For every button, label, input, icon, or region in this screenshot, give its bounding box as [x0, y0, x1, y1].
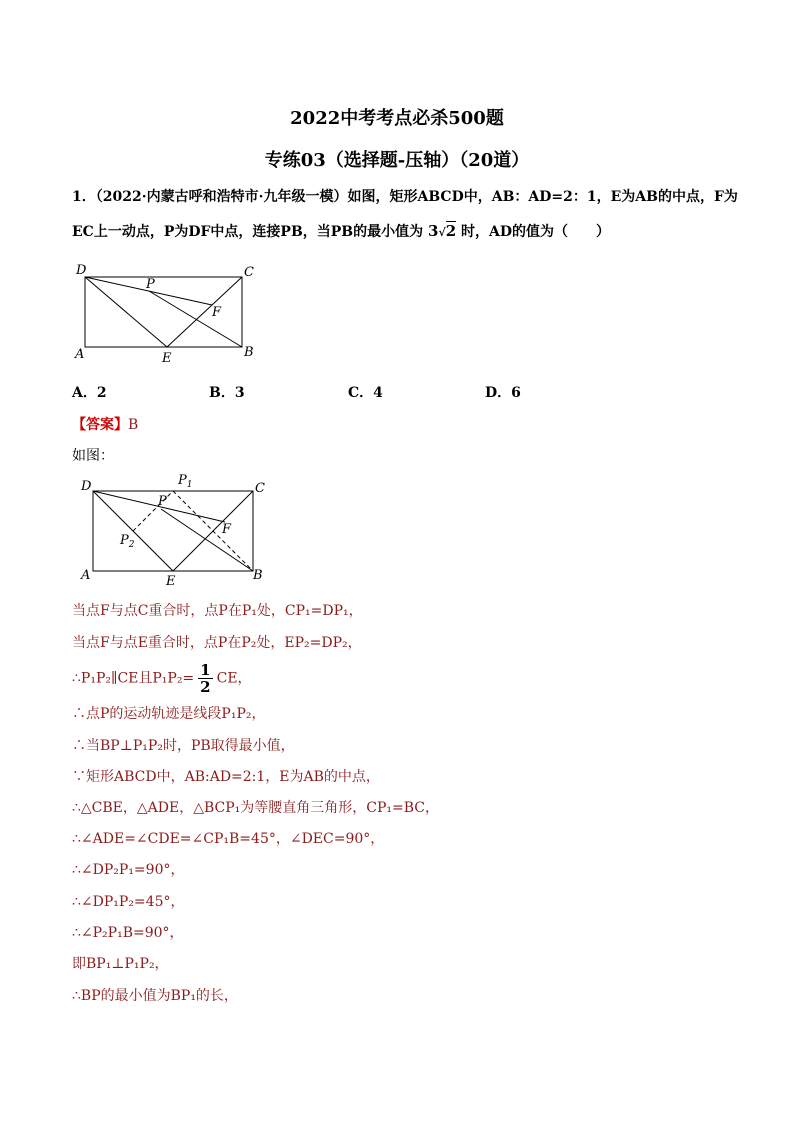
solution-line-6: ∵矩形ABCD中，AB:AD=2:1，E为AB的中点， — [72, 769, 380, 785]
solution-line-10: ∴∠DP₁P₂=45°， — [72, 894, 185, 910]
solution-line-11: ∴∠P₂P₁B=90°， — [72, 925, 184, 941]
question-line-1 — [72, 186, 738, 206]
solution-line-8: ∴∠ADE=∠CDE=∠CP₁B=45°，∠DEC=90°， — [72, 831, 385, 847]
choice-a[interactable]: A．2 — [72, 385, 107, 401]
segment-pb-2 — [161, 509, 253, 571]
solution-line-4: ∴点P的运动轨迹是线段P₁P₂， — [72, 706, 266, 722]
label-a-2: A — [81, 568, 91, 583]
question-text-2a: EC上一动点，P为DF中点，连接PB，当PB的最小值为 — [72, 224, 424, 240]
question-line-2 — [72, 221, 610, 241]
question-sqrt-value: 3√2 — [428, 222, 457, 240]
label-p-2: P — [158, 494, 167, 509]
question-source: （2022·内蒙古呼和浩特市·九年级一模） — [95, 189, 348, 205]
label-b-2: B — [253, 568, 263, 583]
label-f-2: F — [222, 522, 232, 537]
choice-d[interactable]: D．6 — [485, 385, 521, 401]
label-f: F — [212, 305, 222, 320]
figure-1 — [72, 262, 272, 366]
solution-line-13: ∴BP的最小值为BP₁的长， — [72, 988, 238, 1004]
choice-b[interactable]: B．3 — [209, 385, 245, 401]
document-title: 2022中考考点必杀500题 — [290, 108, 504, 129]
figure-2 — [72, 470, 282, 590]
label-c-2: C — [255, 481, 265, 496]
solution-line-5: ∴当BP⊥P₁P₂时，PB取得最小值， — [72, 738, 295, 754]
solution-line-9: ∴∠DP₂P₁=90°， — [72, 862, 185, 878]
answer-value: B — [128, 417, 139, 433]
answer-line — [72, 414, 138, 434]
segment-ec — [167, 277, 242, 347]
question-text-1: 如图，矩形ABCD中，AB：AD=2：1，E为AB的中点，F为 — [347, 189, 738, 205]
choice-c[interactable]: C．4 — [348, 385, 383, 401]
solution-intro: 如图： — [72, 448, 114, 464]
question-number: 1． — [72, 189, 96, 205]
label-d: D — [76, 263, 87, 278]
label-p1: $P_1$ — [178, 473, 193, 490]
question-text-2b: 时，AD的值为（ ） — [461, 224, 611, 240]
solution-line-12: 即BP₁⊥P₁P₂， — [72, 956, 169, 972]
label-p2: $P_2$ — [120, 533, 135, 550]
fraction-one-half: $\frac{1}{2}$ — [200, 661, 211, 696]
document-subtitle: 专练03（选择题-压轴）（20道） — [264, 150, 530, 171]
label-b: B — [244, 345, 254, 360]
solution-line-7: ∴△CBE，△ADE，△BCP₁为等腰直角三角形，CP₁=BC， — [72, 800, 440, 816]
label-a: A — [75, 347, 85, 362]
solution-line-3: ∴P₁P₂∥CE且P₁P₂= $\frac{1}{2}$ CE， — [72, 661, 252, 696]
answer-tag: 【答案】 — [72, 417, 128, 433]
label-p: P — [146, 277, 155, 292]
label-e: E — [162, 351, 172, 366]
segment-pb — [149, 291, 242, 347]
solution-line-1: 当点F与点C重合时，点P在P₁处，CP₁=DP₁， — [72, 603, 363, 619]
label-c: C — [244, 265, 254, 280]
segment-p1p2-dashed — [133, 491, 173, 531]
solution-line-2: 当点F与点E重合时，点P在P₂处，EP₂=DP₂， — [72, 635, 362, 651]
label-e-2: E — [166, 574, 176, 589]
label-d-2: D — [81, 479, 92, 494]
